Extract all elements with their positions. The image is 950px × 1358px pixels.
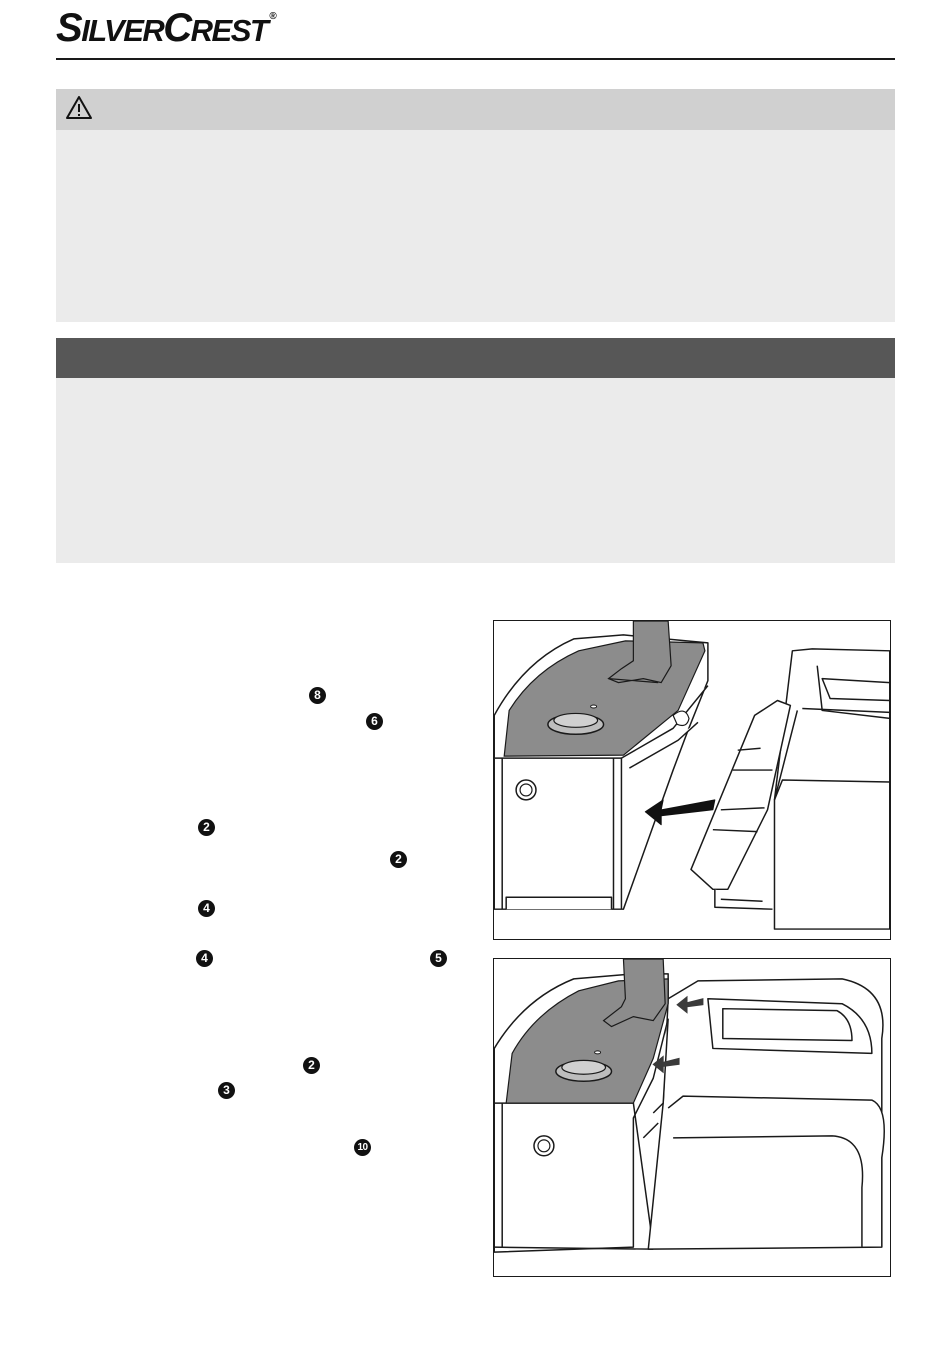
header-rule [56, 58, 895, 60]
step-marker: 3 [218, 1082, 235, 1099]
figure-container-inserted [493, 958, 891, 1277]
illustration-insert-container [494, 621, 890, 939]
warning-header-bar [56, 89, 895, 130]
step-marker: 6 [366, 713, 383, 730]
illustration-container-inserted [494, 959, 890, 1276]
note-box [56, 338, 895, 563]
step-marker: 5 [430, 950, 447, 967]
step-marker: 2 [303, 1057, 320, 1074]
warning-box [56, 89, 895, 322]
step-marker: 10 [354, 1139, 371, 1156]
warning-triangle-icon [65, 95, 93, 121]
note-header-bar [56, 338, 895, 378]
step-marker: 4 [198, 900, 215, 917]
figure-insert-container [493, 620, 891, 940]
silvercrest-logo: SILVERCREST ® [56, 6, 277, 50]
step-marker: 4 [196, 950, 213, 967]
step-marker: 8 [309, 687, 326, 704]
step-marker: 2 [390, 851, 407, 868]
step-marker: 2 [198, 819, 215, 836]
